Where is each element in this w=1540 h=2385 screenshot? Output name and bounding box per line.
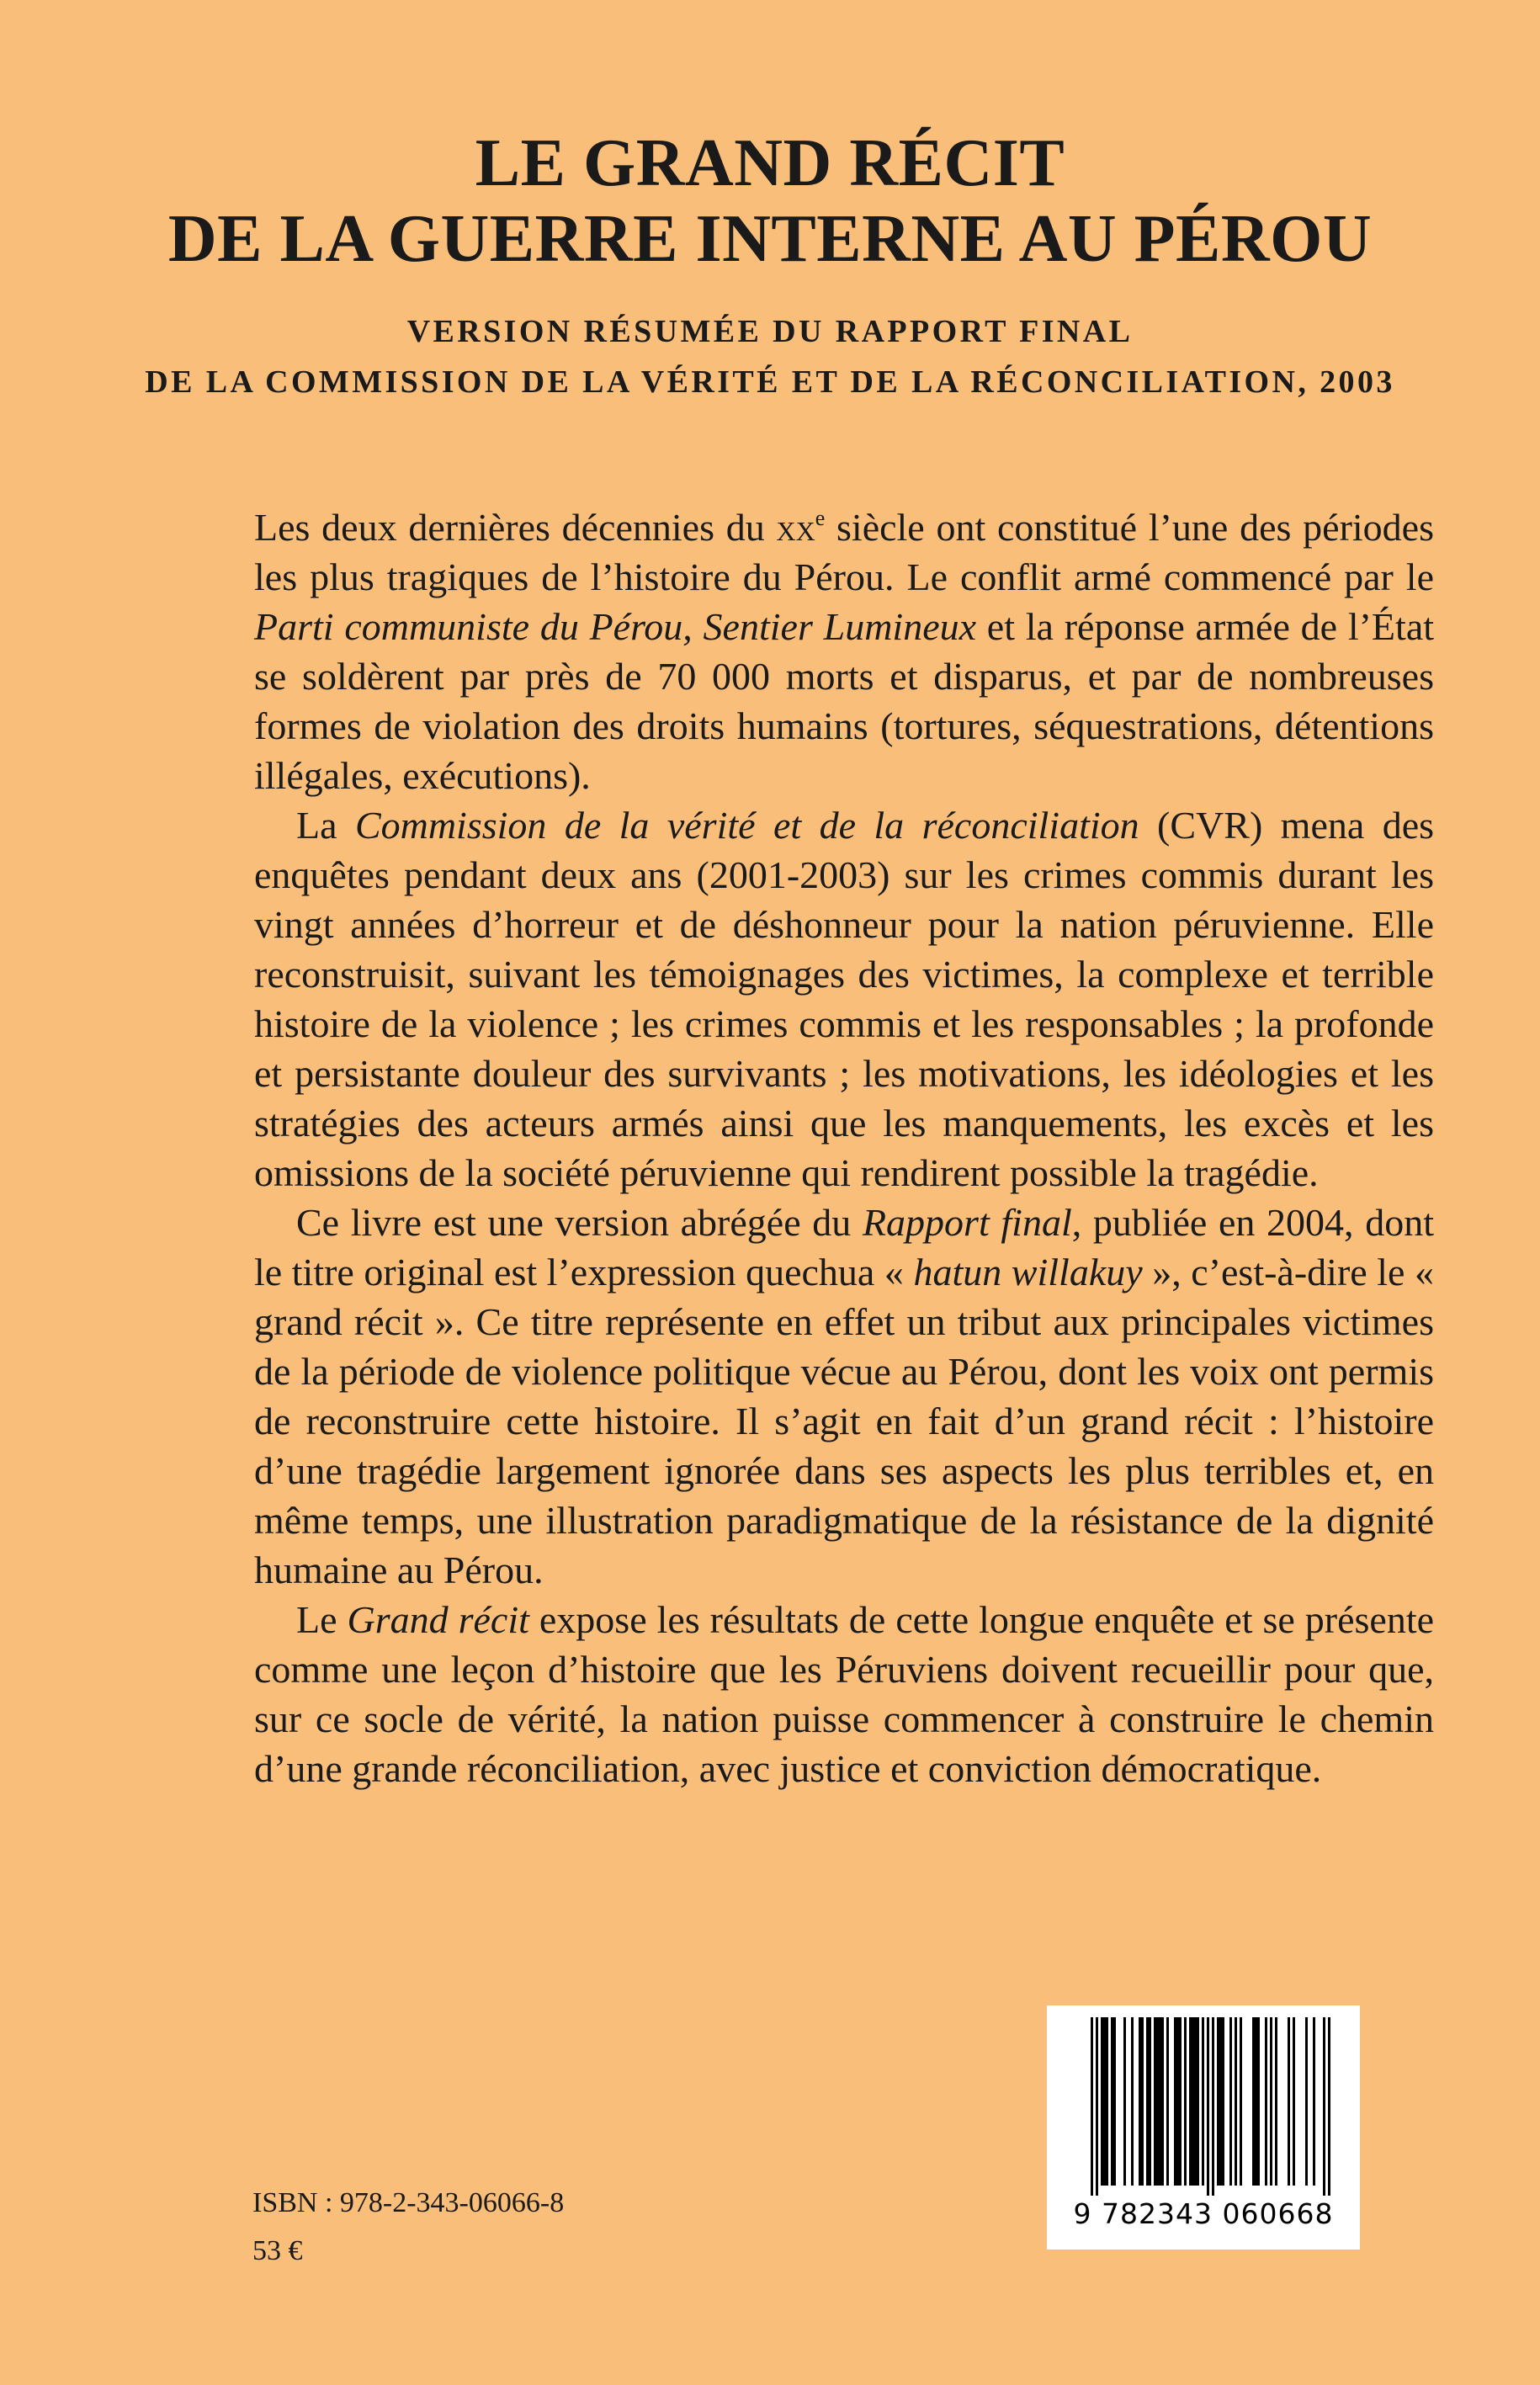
barcode-bar <box>1189 2017 1192 2186</box>
barcode-bar <box>1293 2017 1295 2186</box>
barcode-bar <box>1101 2017 1103 2186</box>
barcode-bar <box>1207 2017 1209 2196</box>
barcode-bar <box>1194 2017 1197 2186</box>
barcode-bar <box>1313 2017 1315 2186</box>
barcode-bar <box>1174 2017 1176 2186</box>
grand-recit-italic: Grand récit <box>347 1598 529 1641</box>
barcode-bars <box>1047 2005 1360 2199</box>
barcode-bar <box>1146 2017 1149 2186</box>
barcode-bar <box>1212 2017 1214 2196</box>
barcode-bar <box>1111 2017 1113 2186</box>
century-superscript: e <box>815 506 826 530</box>
barcode-bar <box>1123 2017 1126 2186</box>
barcode-bar <box>1229 2017 1232 2186</box>
barcode <box>1047 2005 1360 2250</box>
barcode-bar <box>1202 2017 1204 2186</box>
barcode-bar <box>1103 2017 1106 2186</box>
barcode-bar <box>1141 2017 1144 2186</box>
barcode-bar <box>1161 2017 1164 2186</box>
barcode-bar <box>1222 2017 1224 2186</box>
book-subtitle-line-1: VERSION RÉSUMÉE DU RAPPORT FINAL <box>406 314 1134 349</box>
barcode-bar <box>1096 2017 1098 2196</box>
barcode-bar <box>1235 2017 1237 2186</box>
barcode-bar <box>1328 2017 1330 2196</box>
book-title-line-1: LE GRAND RÉCIT <box>475 126 1065 200</box>
barcode-bar <box>1252 2017 1255 2186</box>
barcode-bar <box>1106 2017 1108 2186</box>
barcode-bar <box>1305 2017 1308 2186</box>
barcode-bar <box>1149 2017 1151 2186</box>
barcode-bar <box>1176 2017 1179 2186</box>
barcode-bar <box>1288 2017 1290 2186</box>
blurb-paragraph-4: Le Grand récit expose les résultats de cette longue enquête et se présente comme une leçon d’histoire que les Péruviens doivent recueillir pour que, sur ce socle de vérité, la nation puisse commencer à construire le chemin d’une grande réconciliation, avec justice et conviction démocratique. <box>254 1598 1435 1790</box>
report-name-italic: Rapport final <box>862 1201 1072 1244</box>
price-label: 53 € <box>252 2235 303 2266</box>
book-title-line-2: DE LA GUERRE INTERNE AU PÉROU <box>167 202 1373 276</box>
barcode-bar <box>1113 2017 1116 2186</box>
barcode-bar <box>1091 2017 1093 2196</box>
barcode-bar <box>1257 2017 1260 2186</box>
barcode-bar <box>1265 2017 1267 2186</box>
blurb-paragraph-1: Les deux dernières décennies du $xx^e$ siècle ont constitué l’une des périodes les plus tragiques de l’histoire du Pérou. Le conflit armé commencé par le Parti communiste du Pérou, Sentier Lumineux et la réponse armée de l’État se soldèrent par près de 70 000 morts et disparus, et par de nombreuses formes de violation des droits humains (tortures, séquestrations, détentions illégales, exécutions). <box>254 506 1435 797</box>
barcode-bar <box>1323 2017 1325 2196</box>
barcode-bar <box>1255 2017 1257 2186</box>
book-subtitle-line-2: DE LA COMMISSION DE LA VÉRITÉ ET DE LA RÉCONCILIATION, 2003 <box>145 364 1395 400</box>
barcode-bar <box>1131 2017 1134 2186</box>
barcode-bar <box>1179 2017 1182 2186</box>
barcode-bar <box>1166 2017 1169 2186</box>
barcode-bar <box>1270 2017 1272 2186</box>
commission-name-italic: Commission de la vérité et de la réconciliation <box>354 804 1139 847</box>
barcode-bar <box>1184 2017 1187 2186</box>
party-name-italic: Parti communiste du Pérou, Sentier Lumineux <box>254 605 977 648</box>
blurb-paragraph-2: La Commission de la vérité et de la réconciliation (CVR) mena des enquêtes pendant deux ans (2001-2003) sur les crimes commis durant les vingt années d’horreur et de déshonneur pour la nation péruvienne. Elle reconstruisit, suivant les témoignages des victimes, la complexe et terrible histoire de la violence ; les crimes commis et les responsables ; la profonde et persistante douleur des survivants ; les motivations, les idéologies et les stratégies des acteurs armés ainsi que les manquements, les excès et les omissions de la société péruvienne qui rendirent possible la tragédie. <box>254 804 1435 1194</box>
barcode-bar <box>1219 2017 1222 2186</box>
barcode-bar <box>1197 2017 1199 2186</box>
barcode-bar <box>1217 2017 1219 2186</box>
back-cover-blurb <box>254 502 1434 1793</box>
barcode-bar <box>1275 2017 1277 2186</box>
century-numeral: xx <box>776 506 815 549</box>
barcode-bar <box>1156 2017 1159 2186</box>
barcode-bar <box>1159 2017 1161 2186</box>
barcode-bar <box>1154 2017 1156 2186</box>
isbn-label: ISBN : 978-2-343-06066-8 <box>252 2187 565 2218</box>
barcode-digits: 9 782343 060668 <box>1073 2197 1334 2230</box>
blurb-paragraph-3: Ce livre est une version abrégée du Rapport final, publiée en 2004, dont le titre original est l’expression quechua « hatun willakuy », c’est-à-dire le « grand récit ». Ce titre représente en effet un tribut aux principales victimes de la période de violence politique vécue au Pérou, dont les voix ont permis de reconstruire cette histoire. Il s’agit en fait d’un grand récit : l’histoire d’une tragédie largement ignorée dans ses aspects les plus terribles et, en même temps, une illustration paradigmatique de la résistance de la dignité humaine au Pérou. <box>254 1201 1434 1591</box>
barcode-bar <box>1139 2017 1141 2186</box>
barcode-bar <box>1240 2017 1242 2186</box>
barcode-bar <box>1192 2017 1194 2186</box>
quechua-expression-italic: hatun willakuy <box>913 1251 1143 1293</box>
